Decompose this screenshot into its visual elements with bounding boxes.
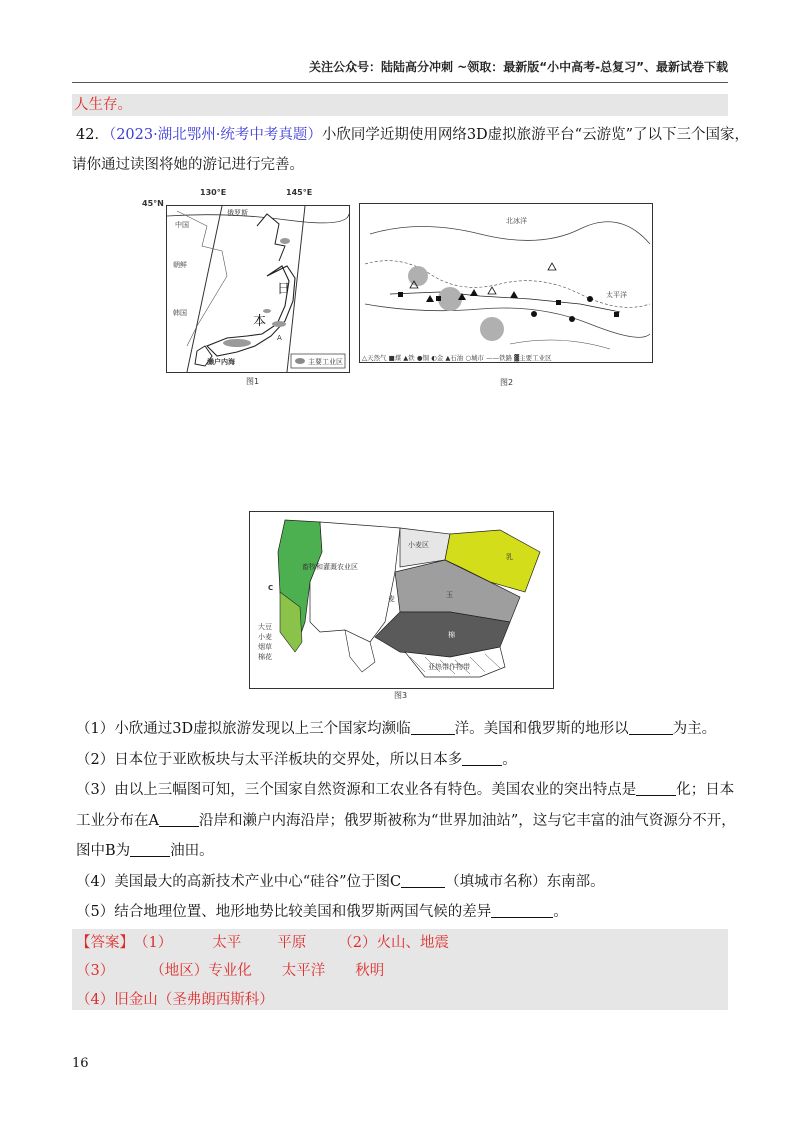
legend-soybean: 大豆 [258,623,272,631]
answer-2: （2）火山、地震 [338,935,449,951]
fig1-lat: 45°N [142,199,164,208]
fig1-lon1: 130°E [200,188,227,197]
label-grazing-irrigation: 畜牧和灌溉农业区 [302,563,358,571]
figure-2-russia-map [359,203,653,363]
question-line-1 [76,126,749,144]
q3-text-c: 工业分布在A [76,813,159,829]
q2-text-a: （2）日本位于亚欧板块与太平洋板块的交界处，所以日本多 [76,752,463,768]
label-seto-sea: 濑户内海 [207,358,235,366]
answer-3-blank-1: （地区）专业化 [150,963,252,979]
label-south-korea: 韩国 [173,309,187,317]
label-north-korea: 朝鲜 [173,261,187,269]
q5-text-b: 。 [553,904,568,920]
subquestion-3-line-3 [76,842,214,860]
russia-map-drawing [360,204,652,362]
answer-3-prefix: （3） [76,963,115,979]
prev-answer-shade [72,94,728,116]
q1-text-a: （1）小欣通过3D虚拟旅游发现以上三个国家均濒临 [76,721,411,737]
q3-text-e: 图中B为 [76,843,131,859]
usa-map-drawing [250,512,553,688]
fig1-caption: 图1 [246,377,260,386]
answer-3-blank-3: 秋明 [355,963,385,979]
page-number: 16 [72,1056,89,1071]
fig3-legend [258,622,272,662]
label-corn: 玉 [446,591,453,599]
label-c: C [268,584,274,592]
question-source[interactable]: （2023·湖北鄂州·统考中考真题） [108,127,322,143]
q4-blank[interactable] [401,873,445,888]
subquestion-3-line-1 [76,781,734,799]
subquestion-1 [76,720,716,738]
q4-text-a: （4）美国最大的高新技术产业中心“硅谷”位于图C [76,874,402,890]
fig2-legend: △天然气 ■煤 ▲铁 ●铜 ◐金 ▲石油 ○城市 ——铁路 ▓主要工业区 [362,354,552,362]
q5-blank[interactable] [491,903,553,918]
q1-text-b: 洋。美国和俄罗斯的地形以 [454,721,629,737]
label-cotton: 棉 [448,631,455,639]
q3-text-b: 化；日本 [676,782,735,798]
answer-line-1 [76,934,449,952]
q2-blank[interactable] [462,751,502,766]
subquestion-4 [76,873,605,891]
subquestion-2 [76,751,517,769]
answer-line-3: （4）旧金山（圣弗朗西斯科） [76,992,274,1008]
label-russia: 俄罗斯 [227,209,248,217]
subquestion-5 [76,903,568,921]
fig3-caption: 图3 [394,691,408,700]
figure-3-usa-map [249,511,554,689]
q3-text-a: （3）由以上三幅图可知，三个国家自然资源和工农业各有特色。美国农业的突出特点是 [76,782,637,798]
fig1-legend: 主要工业区 [308,358,343,366]
answer-line-2 [76,962,384,980]
label-subtropical: 亚热带作物带 [428,663,470,671]
label-arctic-ocean: 北冰洋 [506,217,527,225]
subquestion-3-line-2 [76,812,736,830]
q1-blank-1[interactable] [411,720,455,735]
japan-map-drawing [167,206,349,372]
fig2-caption: 图2 [500,378,514,387]
label-pacific-ocean: 太平洋 [606,291,627,299]
question-intro: 小欣同学近期使用网络3D虚拟旅游平台“云游览”了以下三个国家， [321,127,750,143]
question-line-2: 请你通过读图将她的游记进行完善。 [72,157,304,173]
answer-1-blank-1: 太平 [212,935,242,951]
label-b: 小麦区 [408,541,429,549]
label-ben: 本 [253,314,267,329]
header-rule [72,82,728,83]
fig1-lon2: 145°E [286,188,313,197]
legend-wheat: 小麦 [258,633,272,641]
q1-text-c: 为主。 [672,721,717,737]
label-dairy: 乳 [506,553,513,561]
prev-answer-tail: 人生存。 [74,97,132,113]
legend-cotton: 棉花 [258,653,272,661]
q3-text-f: 油田。 [170,843,214,859]
q2-text-b: 。 [502,752,517,768]
q1-blank-2[interactable] [629,720,673,735]
q5-text-a: （5）结合地理位置、地形地势比较美国和俄罗斯两国气候的差异 [76,904,492,920]
label-wheat: 麦 [388,595,395,603]
label-china: 中国 [175,221,189,229]
legend-tobacco: 烟草 [258,643,272,651]
label-a: A [277,334,282,342]
q3-blank-2[interactable] [159,812,199,827]
answer-1-blank-2: 平原 [277,935,307,951]
answer-3-blank-2: 太平洋 [281,963,326,979]
question-number: 42． [76,127,109,143]
label-ri: 日 [277,282,291,297]
answer-label: 【答案】 [76,935,134,951]
q4-text-b: （填城市名称）东南部。 [445,874,605,890]
figure-1-japan-map [166,205,350,373]
q3-blank-1[interactable] [636,781,676,796]
q3-blank-3[interactable] [130,842,170,857]
page-header: 关注公众号：陆陆高分冲刺 ~领取：最新版“小中高考-总复习”、最新试卷下载 [309,60,728,74]
answer-1-prefix: （1） [134,935,173,951]
q3-text-d: 沿岸和濑户内海沿岸；俄罗斯被称为“世界加油站”，这与它丰富的油气资源分不开， [198,813,736,829]
